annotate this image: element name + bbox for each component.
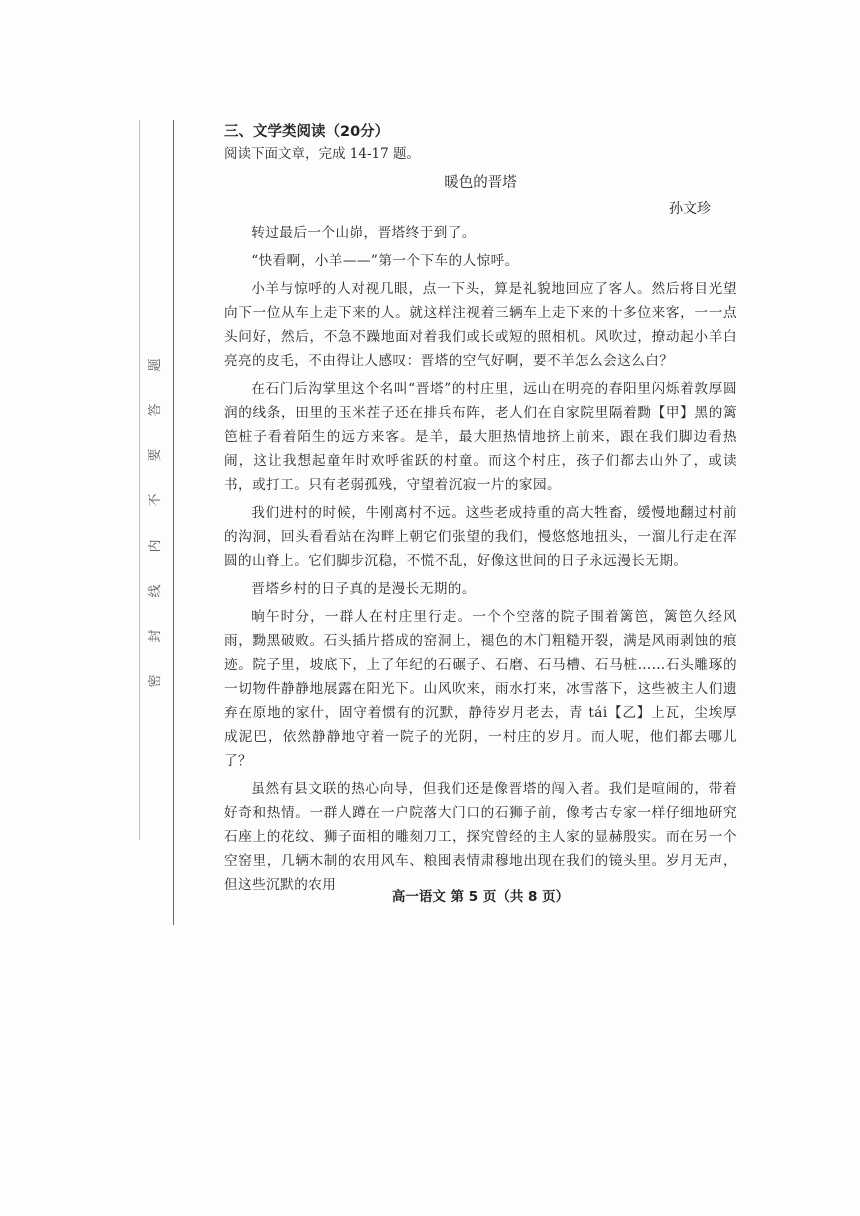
page-footer: 高一语文 第 5 页（共 8 页） xyxy=(391,889,570,905)
binding-char: 内 xyxy=(148,539,163,553)
article-paragraph: 小羊与惊呼的人对视几眼，点一下头，算是礼貌地回应了客人。然后将目光望向下一位从车上走下来的人。就这样注视着三辆车上走下来的十多位来客，一一点头问好，然后，不急不躁地面对着我们或长或短的照相机。风吹过，撩动起小羊白亮亮的皮毛，不由得让人感叹：晋塔的空气好啊，要不羊怎么会这么白？ xyxy=(224,281,737,369)
binding-warning-label xyxy=(146,358,166,688)
binding-char: 题 xyxy=(148,358,163,372)
article-paragraph: 在石门后沟掌里这个名叫“晋塔”的村庄里，远山在明亮的春阳里闪烁着敦厚圆润的线条，田里的玉米茬子还在排兵布阵，老人们在自家院里隔着黝【甲】黑的篱笆桩子看着陌生的远方来客。是羊，最大胆热情地挤上前来，跟在我们脚边看热闹，这让我想起童年时欢呼雀跃的村童。而这个村庄，孩子们都去山外了，或读书，或打工。只有老弱孤残，守望着沉寂一片的家园。 xyxy=(224,381,737,493)
reading-section xyxy=(224,121,737,901)
article-title: 暖色的晋塔 xyxy=(444,175,517,191)
article-author: 孙文珍 xyxy=(669,201,711,217)
binding-char: 不 xyxy=(148,493,163,507)
article-paragraph: “快看啊，小羊——”第一个下车的人惊呼。 xyxy=(251,253,519,269)
binding-cut-line xyxy=(139,120,140,840)
article-paragraph: 虽然有县文联的热心向导，但我们还是像晋塔的闯入者。我们是喧闹的，带着好奇和热情。一群人蹲在一户院落大门口的石狮子前，像考古专家一样仔细地研究石座上的花纹、狮子面相的雕刻刀工，探究曾经的主人家的显赫殷实。而在另一个空窑里，几辆木制的农用风车、粮囤表情肃穆地出现在我们的镜头里。岁月无声，但这些沉默的农用 xyxy=(224,781,737,893)
article-paragraph: 晌午时分，一群人在村庄里行走。一个个空落的院子围着篱笆，篱笆久经风雨，黝黑破败。石头插片搭成的窑洞上，褪色的木门粗糙开裂，满是风雨剥蚀的痕迹。院子里，坡底下，上了年纪的石碾子、石磨、石马槽、石马桩……石头雕琢的一切物件静静地展露在阳光下。山风吹来，雨水打来，冰雪落下，这些被主人们遗弃在原地的家什，固守着惯有的沉默，静待岁月老去，青 tái【乙】上瓦，尘埃厚成泥巴，依然静静地守着一院子的光阴，一村庄的岁月。而人呢，他们都去哪儿了？ xyxy=(224,609,737,769)
binding-char: 密 xyxy=(148,674,163,688)
binding-char: 线 xyxy=(148,584,163,598)
article-paragraph: 转过最后一个山峁，晋塔终于到了。 xyxy=(251,225,476,241)
binding-char: 要 xyxy=(148,448,163,462)
article-paragraph: 晋塔乡村的日子真的是漫长无期的。 xyxy=(251,581,476,597)
binding-char: 封 xyxy=(148,629,163,643)
article-paragraph: 我们进村的时候，牛刚离村不远。这些老成持重的高大牲畜，缓慢地翻过村前的沟洞，回头看看站在沟畔上朝它们张望的我们，慢悠悠地扭头，一溜儿行走在浑圆的山脊上。它们脚步沉稳，不慌不乱，好像这世间的日子永远漫长无期。 xyxy=(224,505,737,569)
binding-seal-line xyxy=(173,120,174,925)
section-instruction: 阅读下面文章，完成 14-17 题。 xyxy=(224,146,421,162)
binding-char: 答 xyxy=(148,403,163,417)
section-title: 三、文学类阅读（20分） xyxy=(224,124,390,140)
